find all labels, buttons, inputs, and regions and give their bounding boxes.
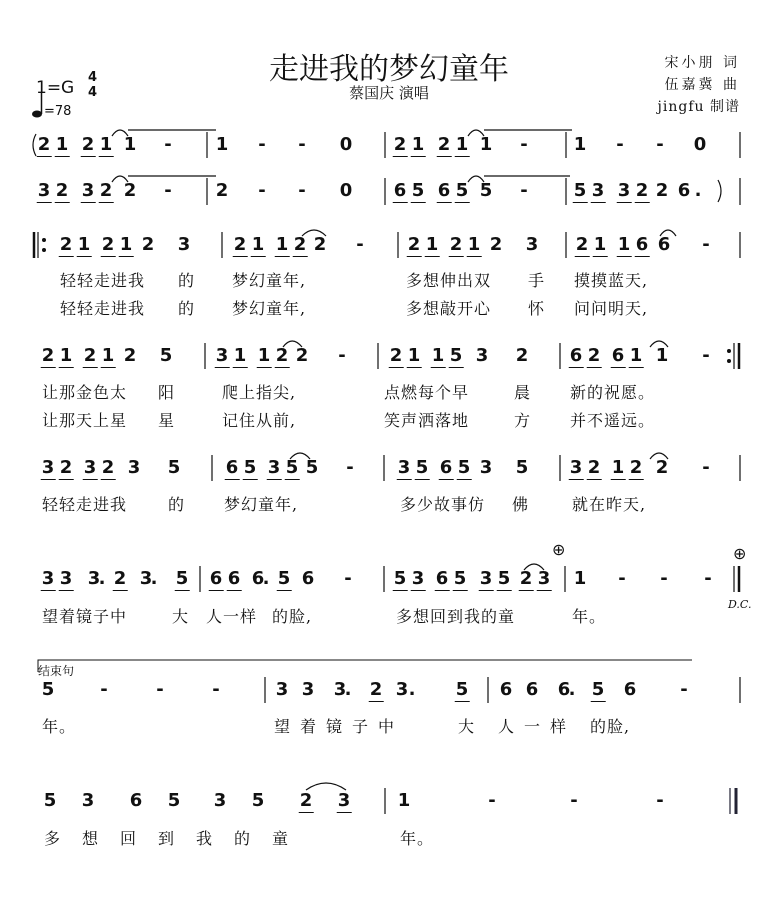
note: 3 [81,180,95,201]
note: 5 [515,457,529,478]
note: 2 [393,134,407,155]
note: 5 [159,345,173,366]
note: 2 [101,457,115,478]
note: 1 [77,234,91,255]
note: - [338,345,346,366]
lyric-s3b-0: 轻轻走进我 [60,299,146,318]
note: 6 [499,679,513,700]
note: 3 [213,790,227,811]
note: 5 [243,457,257,478]
lyric-s3b-2: 梦幻童年, [232,299,307,318]
note: 3 [569,457,583,478]
note: 3 [301,679,315,700]
note: 5 [479,180,493,201]
lyric-s4a-0: 让那金色太 [42,383,128,402]
note: 5 [305,457,319,478]
note: 3 [139,568,153,589]
note: - [164,180,172,201]
note: 1 [455,134,469,155]
note: 1 [233,345,247,366]
note: 2 [515,345,529,366]
lyric-s8-1: 年。 [400,829,435,848]
note: 0 [339,180,353,201]
note: 6 [439,457,453,478]
note: 5 [251,790,265,811]
note: 3 [475,345,489,366]
note: - [704,568,712,589]
note: 3 [337,790,351,811]
note: 2 [81,134,95,155]
note: - [520,180,528,201]
lyric-s4a-1: 阳 [158,383,176,402]
note: 5 [455,679,469,700]
lyric-s6-3: 的脸, [272,607,313,626]
note: - [298,180,306,201]
note: 5 [455,180,469,201]
lyric-s4b-4: 方 [514,411,532,430]
lyric-s6-5: 年。 [572,607,607,626]
note: 6 [301,568,315,589]
note: - [702,457,710,478]
note: 1 [617,234,631,255]
note: 2 [123,180,137,201]
lyric-s3b-3: 多想敲开心 [406,299,492,318]
note: 2 [313,234,327,255]
note: 1 [573,568,587,589]
note: - [702,234,710,255]
note: 6 [525,679,539,700]
note: 1 [397,790,411,811]
note: - [488,790,496,811]
note: 1 [573,134,587,155]
note: 6 [251,568,265,589]
note: 5 [457,457,471,478]
lyric-s6-2: 人一样 [206,607,258,626]
note: 6 [557,679,571,700]
note: 5 [415,457,429,478]
lyric-s4b-1: 星 [158,411,176,430]
note: 3 [275,679,289,700]
note: 1 [655,345,669,366]
note: 2 [41,345,55,366]
note: 2 [141,234,155,255]
lyric-s7-2: 大 [458,717,476,736]
note: 3 [87,568,101,589]
note: 2 [83,345,97,366]
note: 2 [113,568,127,589]
lyric-s7-0: 年。 [42,717,77,736]
note: 2 [123,345,137,366]
note: 1 [275,234,289,255]
tempo-marking: =78 [44,104,72,119]
note: 1 [411,134,425,155]
note: - [618,568,626,589]
coda-icon: ⊕ [552,540,566,559]
note: 1 [629,345,643,366]
note: 6 [393,180,407,201]
note: 1 [99,134,113,155]
arranger-credit: jingfu 制谱 [657,99,740,115]
note: - [520,134,528,155]
lyric-s7-1: 望着镜子中 [274,717,405,736]
note: 3 [41,568,55,589]
lyric-s4b-3: 笑声洒落地 [384,411,470,430]
lyricist-credit: 宋小朋 词 [664,55,740,71]
note: - [156,679,164,700]
note: 5 [167,790,181,811]
note: 3 [411,568,425,589]
lyric-s3a-2: 梦幻童年, [232,271,307,290]
note: . [344,679,352,700]
note: 3 [525,234,539,255]
note: - [660,568,668,589]
lyric-s3a-0: 轻轻走进我 [60,271,146,290]
note: 2 [369,679,383,700]
key-signature: 1=G [36,78,75,98]
dc-marking: D.C. [728,598,752,611]
note: 6 [569,345,583,366]
note: 3 [59,568,73,589]
lyric-s6-0: 望着镜子中 [42,607,128,626]
note: - [656,134,664,155]
note: 1 [407,345,421,366]
note: 2 [449,234,463,255]
note: . [694,180,702,201]
lyric-s4b-2: 记住从前, [222,411,297,430]
note: 1 [467,234,481,255]
note: 2 [215,180,229,201]
note: 3 [617,180,631,201]
note: 3 [37,180,51,201]
composer-credit: 伍嘉冀 曲 [664,77,740,93]
note: 5 [591,679,605,700]
note: 3 [479,457,493,478]
note: - [258,180,266,201]
lyric-s5-1: 的 [168,495,186,514]
note: - [344,568,352,589]
note: 1 [425,234,439,255]
lyric-s6-4: 多想回到我的童 [396,607,516,626]
note: 3 [81,790,95,811]
note: 2 [101,234,115,255]
note: 5 [453,568,467,589]
note: 3 [591,180,605,201]
lyric-s3a-1: 的 [178,271,196,290]
note: 5 [43,790,57,811]
note: 2 [233,234,247,255]
lyric-s5-4: 佛 [512,495,530,514]
note: 5 [449,345,463,366]
lyric-s5-5: 就在昨天, [572,495,647,514]
note: 2 [437,134,451,155]
note: - [212,679,220,700]
note: - [346,457,354,478]
note: 2 [59,234,73,255]
note: - [702,345,710,366]
note: 2 [587,457,601,478]
note: 5 [277,568,291,589]
lyric-s7-3: 人一样 [498,717,577,736]
note: 3 [397,457,411,478]
note: 1 [119,234,133,255]
note: 2 [587,345,601,366]
lyric-s6-1: 大 [172,607,190,626]
note: 6 [623,679,637,700]
note: 1 [593,234,607,255]
lyric-s4b-0: 让那天上星 [42,411,128,430]
coda-icon-end: ⊕ [733,544,747,563]
lyric-s5-2: 梦幻童年, [224,495,299,514]
note: 3 [83,457,97,478]
note: 3 [537,568,551,589]
lyric-s4b-5: 并不遥远。 [570,411,656,430]
note: 1 [123,134,137,155]
note: 2 [519,568,533,589]
note: 1 [55,134,69,155]
note: . [408,679,416,700]
note: 0 [693,134,707,155]
note: 6 [435,568,449,589]
note: - [680,679,688,700]
note: . [568,679,576,700]
note: - [100,679,108,700]
note: 1 [101,345,115,366]
note: - [298,134,306,155]
note: - [258,134,266,155]
note: 2 [293,234,307,255]
note: 6 [611,345,625,366]
singer: 蔡国庆 演唱 [349,84,429,102]
time-signature: 4 4 [88,70,98,100]
note: 2 [295,345,309,366]
note: 5 [167,457,181,478]
note: 5 [175,568,189,589]
note: 6 [635,234,649,255]
note: 3 [215,345,229,366]
note: 6 [437,180,451,201]
note: 1 [257,345,271,366]
note: 2 [635,180,649,201]
lyric-s7-4: 的脸, [590,717,631,736]
note: 2 [629,457,643,478]
note: 5 [41,679,55,700]
note: 5 [573,180,587,201]
lyric-s3b-4: 怀 [528,299,546,318]
note: 3 [127,457,141,478]
note: 5 [411,180,425,201]
lyric-s4a-3: 点燃每个早 [384,383,470,402]
note: 3 [395,679,409,700]
note: 2 [59,457,73,478]
note: 2 [489,234,503,255]
note: 6 [657,234,671,255]
lyric-s4a-2: 爬上指尖, [222,383,297,402]
note: 2 [299,790,313,811]
lyric-s3a-5: 摸摸蓝天, [574,271,649,290]
note: 3 [177,234,191,255]
note: - [656,790,664,811]
note: 0 [339,134,353,155]
note: 3 [479,568,493,589]
song-title: 走进我的梦幻童年 [269,52,509,87]
lyric-s4a-4: 晨 [514,383,532,402]
ending-label: 结束句 [38,664,75,678]
lyric-s5-0: 轻轻走进我 [42,495,128,514]
note: . [98,568,106,589]
note: 1 [59,345,73,366]
note: - [356,234,364,255]
note: 2 [37,134,51,155]
note: 3 [41,457,55,478]
note: 2 [99,180,113,201]
note: 3 [333,679,347,700]
lyric-s3a-4: 手 [528,271,546,290]
note: 6 [225,457,239,478]
note: 2 [655,457,669,478]
note: 2 [575,234,589,255]
note: 5 [497,568,511,589]
note: 6 [129,790,143,811]
note: 2 [389,345,403,366]
lyric-s3a-3: 多想伸出双 [406,271,492,290]
note: 1 [215,134,229,155]
lyric-s8-0: 多想回到我的童 [44,829,311,848]
note: 1 [251,234,265,255]
note: - [164,134,172,155]
note: . [262,568,270,589]
note: 5 [393,568,407,589]
note: 3 [267,457,281,478]
note: 6 [227,568,241,589]
lyric-s3b-1: 的 [178,299,196,318]
note: 2 [55,180,69,201]
note: - [570,790,578,811]
note: 1 [611,457,625,478]
note: 5 [285,457,299,478]
note: 1 [431,345,445,366]
note: 2 [407,234,421,255]
lyric-s3b-5: 问问明天, [574,299,649,318]
note: 6 [677,180,691,201]
note: 6 [209,568,223,589]
note: 2 [275,345,289,366]
note: 2 [655,180,669,201]
note: . [150,568,158,589]
lyric-s5-3: 多少故事仿 [400,495,486,514]
note: 1 [479,134,493,155]
lyric-s4a-5: 新的祝愿。 [570,383,656,402]
note: - [616,134,624,155]
